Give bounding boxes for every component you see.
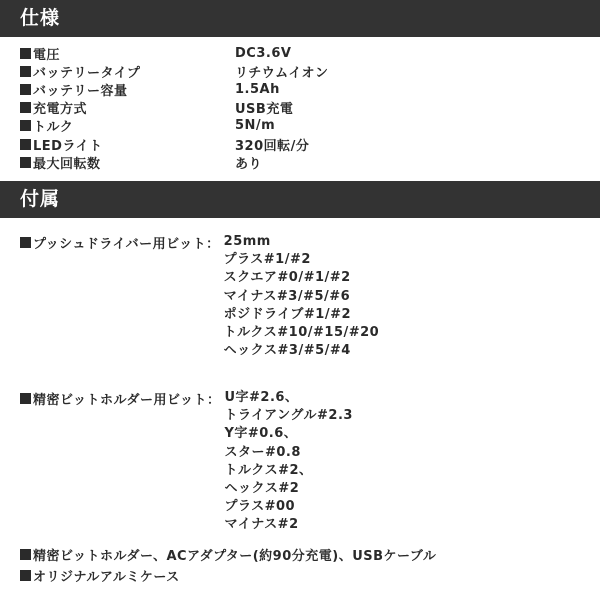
spec-row-led-light [20,135,580,153]
driver-bits-block [20,233,580,360]
accessory-line-holder-adapter-cable [20,545,436,563]
accessories-section-header: 付属 [0,181,600,218]
driver-bits-label: プッシュドライバー用ビット： [33,236,220,252]
square-bullet-icon [20,48,31,59]
spec-row-charging [20,99,580,117]
spec-section-header: 仕様 [0,0,600,37]
spec-label: 電圧 [33,47,61,63]
accessory-line-case [20,566,180,584]
list-item: プラス#1/#2 [223,252,311,268]
square-bullet-icon [20,157,31,168]
spec-value: リチウムイオン [235,65,329,81]
accessory-text: オリジナルアルミケース [33,569,180,585]
spec-label: 充電方式 [33,102,88,118]
square-bullet-icon [20,139,31,150]
list-item: トルクス#2、 [224,462,313,478]
spec-row-max-rpm [20,153,580,171]
list-item: ヘックス#3/#5/#4 [223,343,351,359]
spec-value: あり [235,156,263,172]
spec-label: バッテリー容量 [33,83,128,99]
list-item: トルクス#10/#15/#20 [223,324,380,340]
list-item: トライアングル#2.3 [224,408,353,424]
list-item: マイナス#3/#5/#6 [223,288,351,304]
square-bullet-icon [20,120,31,131]
spec-label: バッテリータイプ [33,65,141,81]
square-bullet-icon [20,393,31,404]
square-bullet-icon [20,66,31,77]
spec-label: 最大回転数 [33,156,101,172]
spec-row-torque [20,117,580,135]
precision-bits-label: 精密ビットホルダー用ビット： [33,392,221,408]
list-item: スター#0.8 [224,444,301,460]
spec-label: LEDライト [33,138,103,154]
spec-value: DC3.6V [235,45,292,61]
accessory-text: 精密ビットホルダー、ACアダプター(約90分充電)、USBケーブル [33,548,437,564]
spec-table [20,44,580,171]
list-item: プラス#00 [224,499,296,515]
spec-value: 5N/m [235,118,276,134]
list-item: ポジドライブ#1/#2 [223,306,352,322]
list-item: マイナス#2 [224,517,299,533]
spec-row-battery-type [20,62,580,80]
square-bullet-icon [20,84,31,95]
square-bullet-icon [20,570,31,581]
precision-bits-list [224,389,352,535]
list-item: 25mm [223,234,271,249]
spec-value: 1.5Ah [235,81,280,97]
list-item: ヘックス#2 [224,480,300,496]
precision-bits-block [20,389,580,535]
square-bullet-icon [20,102,31,113]
driver-bits-list [224,233,380,360]
spec-value: USB充電 [235,102,294,118]
list-item: Y字#0.6、 [224,426,298,442]
list-item: スクエア#0/#1/#2 [223,270,351,286]
square-bullet-icon [20,237,31,248]
spec-row-voltage [20,44,580,62]
spec-value: 320回転/分 [235,138,310,154]
square-bullet-icon [20,549,31,560]
list-item: U字#2.6、 [224,390,299,405]
spec-label: トルク [33,120,74,136]
spec-row-battery-capacity [20,80,580,98]
